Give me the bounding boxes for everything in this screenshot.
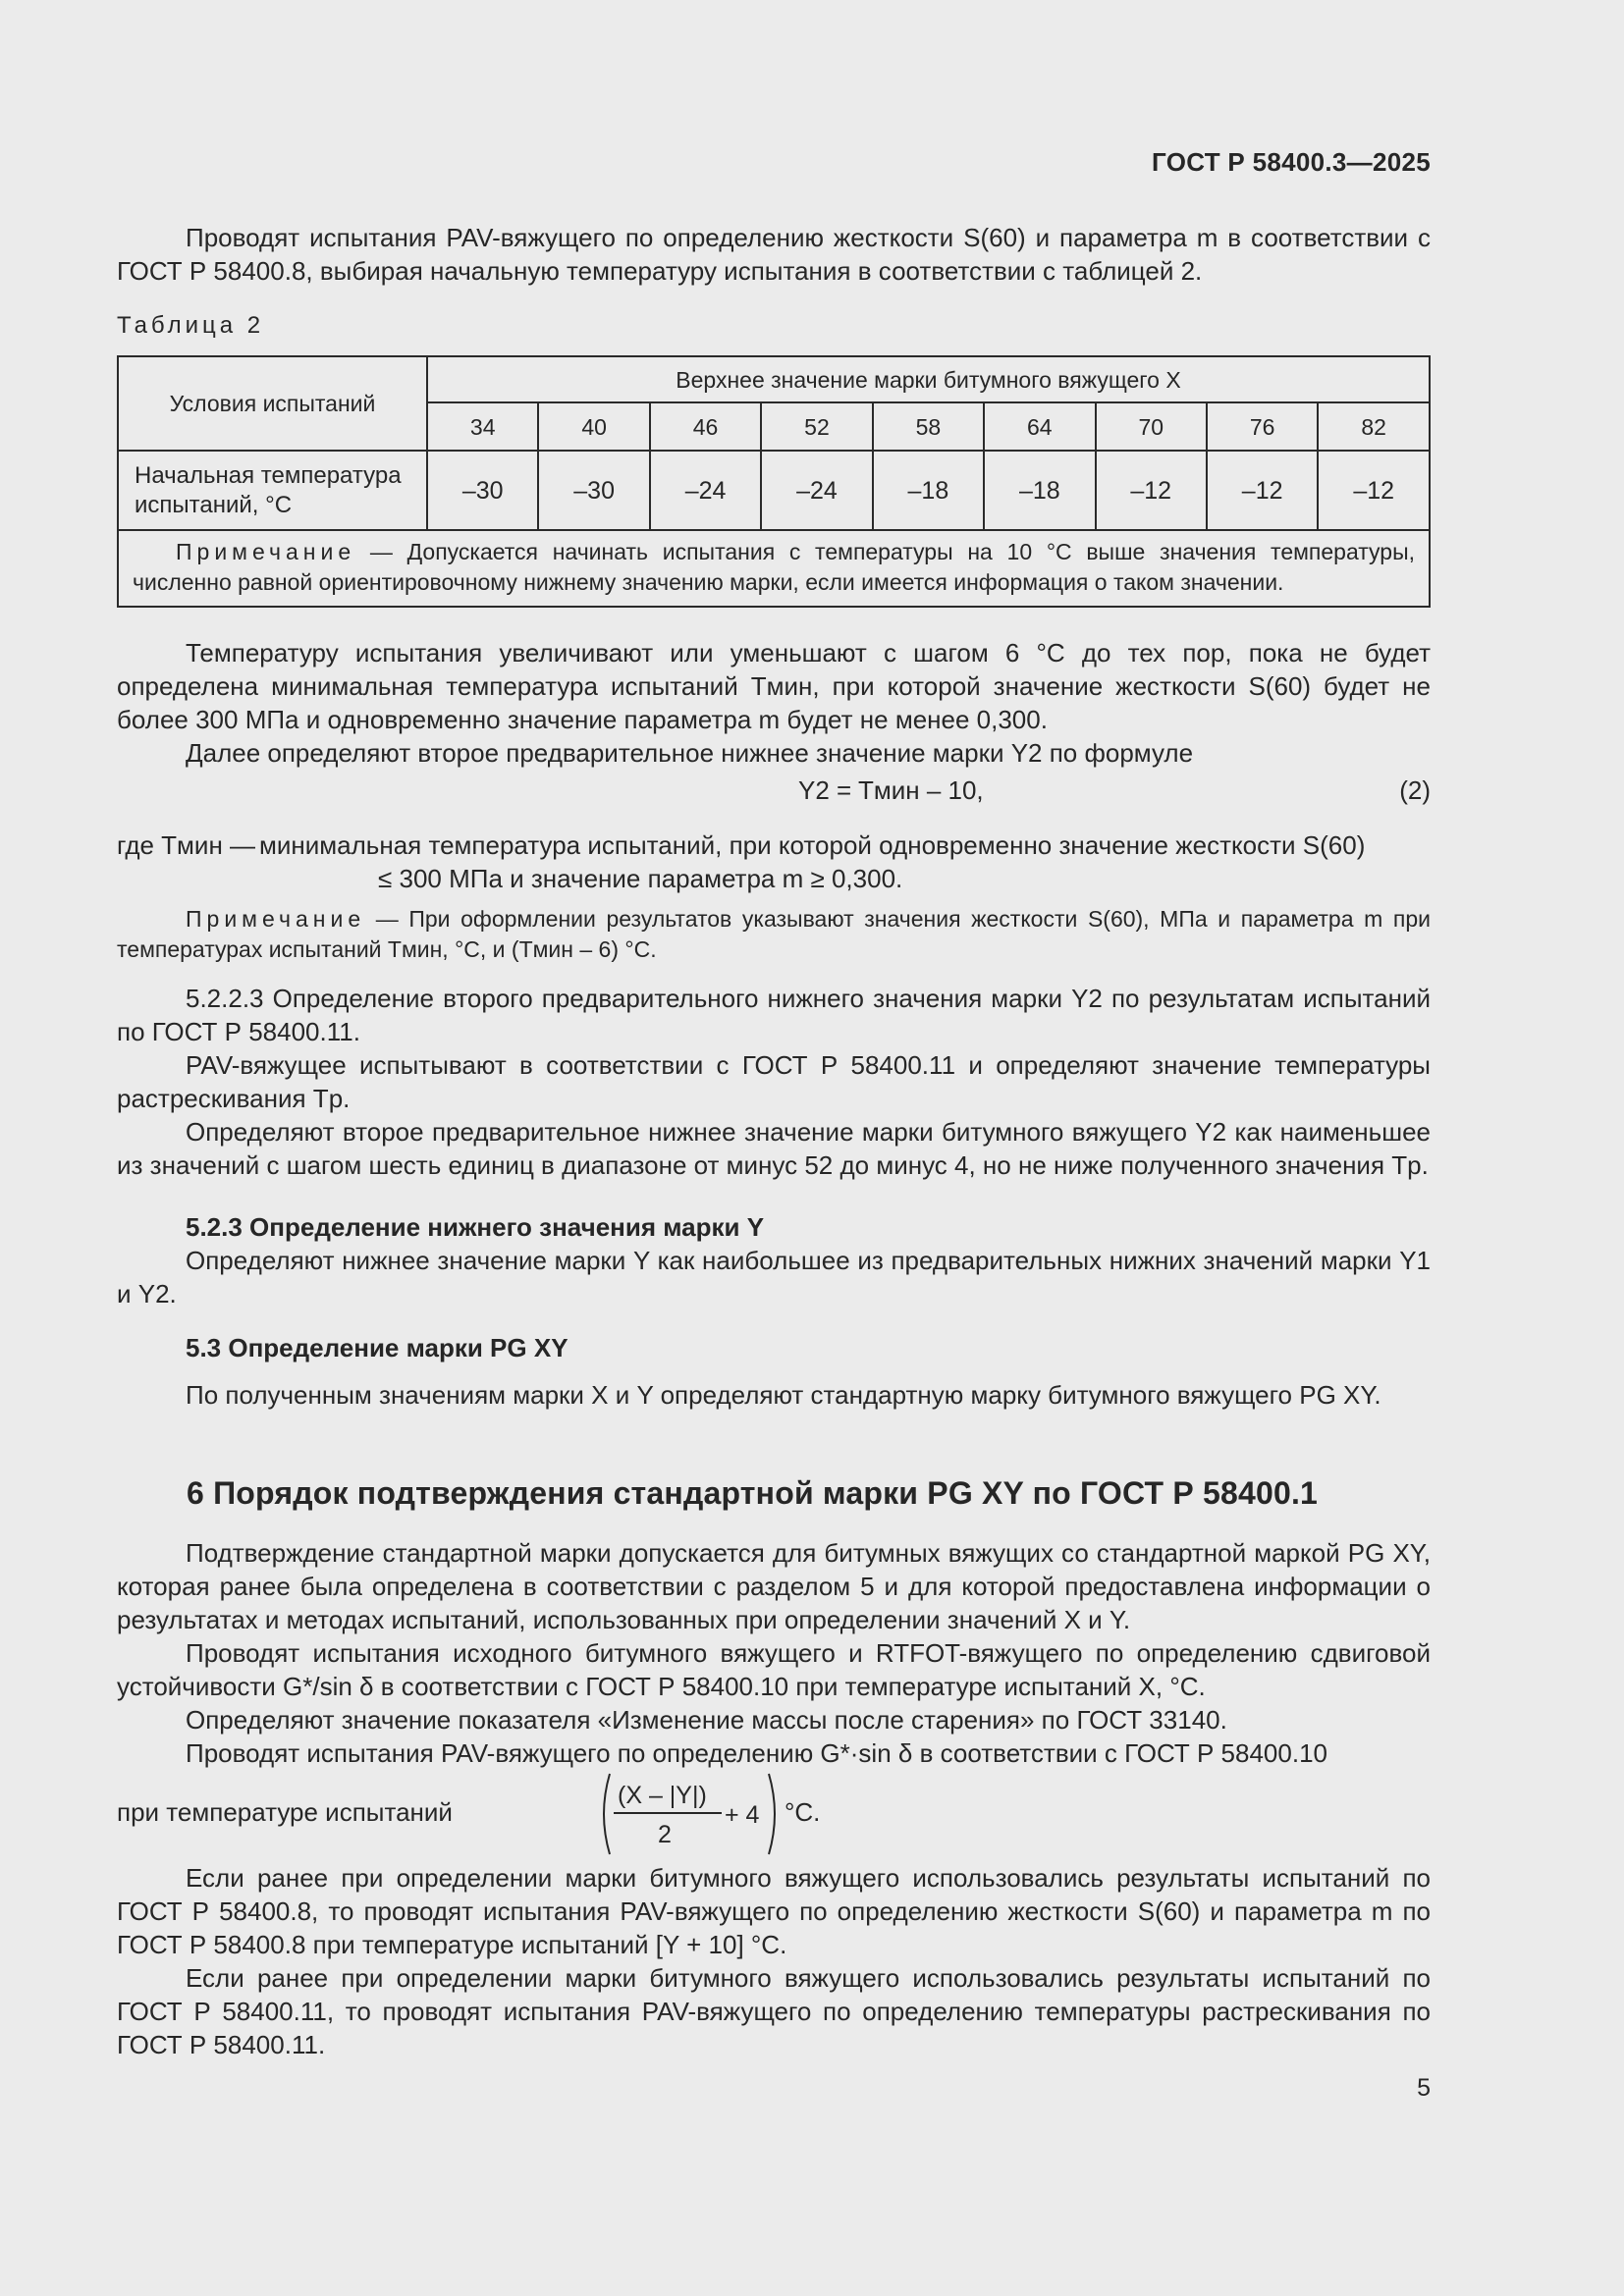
table-cond-header: Условия испытаний — [118, 356, 427, 451]
document-header: ГОСТ Р 58400.3—2025 — [1152, 147, 1431, 177]
s523-title: 5.2.3 Определение нижнего значения марки Y — [186, 1212, 765, 1242]
table-x-cell: 34 — [427, 402, 538, 451]
s6-p2: Проводят испытания исходного битумного вяжущего и RTFOT-вяжущего по определению сдвиговой устойчивости G*/sin δ в соответствии с ГОСТ Р 58400.10 при температуре испытаний X, °С. — [117, 1638, 1431, 1701]
fraction-numerator: (X – |Y|) — [618, 1782, 707, 1809]
table-x-cell: 70 — [1096, 402, 1207, 451]
section-6-title: 6 Порядок подтверждения стандартной марки PG XY по ГОСТ Р 58400.1 — [187, 1475, 1319, 1511]
table-caption: Таблица 2 — [117, 312, 265, 339]
intro-text: Проводят испытания PAV-вяжущего по определению жесткости S(60) и параметра m в соответствии с ГОСТ Р 58400.8, выбирая начальную температуру испытания в соответствии с таблицей 2. — [117, 223, 1431, 286]
note-2 — [117, 904, 1431, 965]
s523-p1: Определяют нижнее значение марки Y как наибольшее из предварительных нижних значений марки Y1 и Y2. — [117, 1246, 1431, 1308]
temperature-formula-line — [117, 1770, 1431, 1858]
table-note-lead: Примечание — [176, 539, 356, 564]
table-x-cell: 58 — [873, 402, 984, 451]
s6-p1: Подтверждение стандартной марки допускается для битумных вяжущих со стандартной маркой PG XY, которая ранее была определена в соответствии с разделом 5 и для которой предоставлена информации о результатах и методах испытаний, использованных при определении значений X и Y. — [117, 1538, 1431, 1634]
section-5223 — [117, 982, 1431, 1182]
table-x-cell: 76 — [1207, 402, 1318, 451]
table-2 — [117, 355, 1431, 608]
table-value-cell: –30 — [427, 451, 538, 530]
table-note-text: — Допускается начинать испытания с температуры на 10 °С выше значения температуры, численно равной ориентировочному нижнему значению марки, если имеется информация о таком значении. — [133, 539, 1415, 595]
after-table-text-2: Далее определяют второе предварительное нижнее значение марки Y2 по формуле — [186, 738, 1194, 768]
note-2-text: — При оформлении результатов указывают значения жесткости S(60), МПа и параметра m при температурах испытаний Tмин, °С, и (Tмин – 6) °С. — [117, 906, 1431, 962]
section-6-body — [117, 1536, 1431, 1770]
temperature-formula-post: °С. — [785, 1797, 821, 1827]
note-2-lead: Примечание — [186, 906, 366, 932]
s5223-p1: 5.2.2.3 Определение второго предварительного нижнего значения марки Y2 по результатам испытаний по ГОСТ Р 58400.11. — [117, 984, 1431, 1046]
temperature-formula-pre: при температуре испытаний — [117, 1797, 453, 1827]
table-x-cell: 52 — [761, 402, 872, 451]
table-upper-header: Верхнее значение марки битумного вяжущего X — [427, 356, 1430, 402]
where-line-2: ≤ 300 МПа и значение параметра m ≥ 0,300. — [378, 864, 903, 893]
table-note — [118, 530, 1430, 607]
table-value-cell: –12 — [1318, 451, 1430, 530]
section-53 — [117, 1331, 1431, 1412]
s6-p4: Проводят испытания PAV-вяжущего по определению G*·sin δ в соответствии с ГОСТ Р 58400.10 — [186, 1738, 1327, 1768]
where-clause — [117, 828, 1431, 895]
s53-title: 5.3 Определение марки PG XY — [186, 1333, 568, 1362]
after-table-paragraph-2 — [117, 736, 1431, 770]
table-x-cell: 46 — [650, 402, 761, 451]
table-value-cell: –12 — [1096, 451, 1207, 530]
section-6-tail — [117, 1861, 1431, 2061]
table-x-cell: 64 — [984, 402, 1095, 451]
table-x-cell: 82 — [1318, 402, 1430, 451]
s53-p1: По полученным значениям марки X и Y определяют стандартную марку битумного вяжущего PG XY. — [186, 1380, 1381, 1410]
formula-number: (2) — [1399, 775, 1431, 805]
table-value-row — [118, 451, 1430, 530]
table-row-label: Начальная температура испытаний, °С — [118, 451, 427, 530]
s6-p3: Определяют значение показателя «Изменение массы после старения» по ГОСТ 33140. — [186, 1705, 1227, 1735]
s5223-p2: PAV-вяжущее испытывают в соответствии с ГОСТ Р 58400.11 и определяют значение температуры растрескивания Tр. — [117, 1050, 1431, 1113]
s6-p5: Если ранее при определении марки битумного вяжущего использовались результаты испытаний по ГОСТ Р 58400.8, то проводят испытания PAV-вяжущего по определению жесткости S(60) и параметра m по ГОСТ Р 58400.8 при температуре испытаний [Y + 10] °С. — [117, 1863, 1431, 1959]
table-value-cell: –18 — [873, 451, 984, 530]
where-label: где Tмин — — [117, 830, 256, 860]
table-value-cell: –30 — [538, 451, 649, 530]
table-x-cell: 40 — [538, 402, 649, 451]
after-table-text-1: Температуру испытания увеличивают или уменьшают с шагом 6 °С до тех пор, пока не будет определена минимальная температура испытаний Tмин, при которой значение жесткости S(60) будет не более 300 МПа и одновременно значение параметра m будет не менее 0,300. — [117, 638, 1431, 734]
table-value-cell: –24 — [761, 451, 872, 530]
fraction-plus-term: + 4 — [725, 1801, 760, 1829]
fraction-denominator: 2 — [658, 1821, 672, 1848]
temperature-fraction — [596, 1770, 783, 1858]
where-line-1: минимальная температура испытаний, при которой одновременно значение жесткости S(60) — [259, 830, 1366, 860]
s5223-p3: Определяют второе предварительное нижнее значение марки битумного вяжущего Y2 как наименьшее из значений с шагом шесть единиц в диапазоне от минус 52 до минус 4, но не ниже полученного значения Tр. — [117, 1117, 1431, 1180]
table-value-cell: –24 — [650, 451, 761, 530]
intro-paragraph — [117, 221, 1431, 288]
table-value-cell: –18 — [984, 451, 1095, 530]
formula-expression: Y2 = Tмин – 10, — [798, 775, 984, 805]
table-value-cell: –12 — [1207, 451, 1318, 530]
section-523 — [117, 1210, 1431, 1310]
page-number: 5 — [1417, 2074, 1431, 2102]
after-table-paragraph-1 — [117, 636, 1431, 736]
s6-p6: Если ранее при определении марки битумного вяжущего использовались результаты испытаний по ГОСТ Р 58400.11, то проводят испытания PAV-вяжущего по определению температуры растрескивания по ГОСТ Р 58400.11. — [117, 1963, 1431, 2059]
